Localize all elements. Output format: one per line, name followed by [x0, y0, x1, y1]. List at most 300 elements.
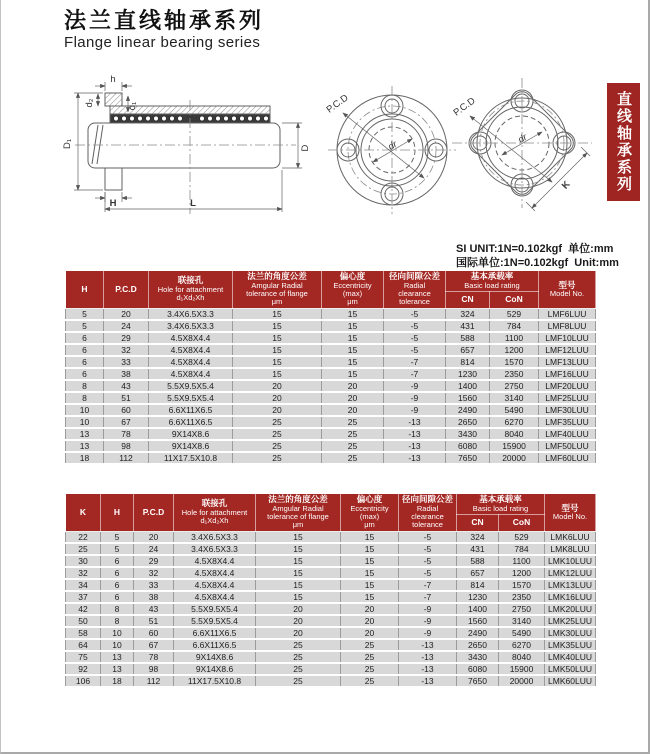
unit-note-line1: SI UNIT:1N=0.102kgf 单位:mm	[456, 243, 614, 255]
table-cell: 106	[66, 675, 101, 687]
table-cell: 5490	[499, 627, 545, 639]
dim-label-H: H	[109, 198, 117, 209]
table-cell: 25	[341, 651, 399, 663]
table-cell: 8	[101, 603, 134, 615]
table-cell: LMK25LUU	[545, 615, 596, 627]
round-flange-labels	[325, 92, 400, 152]
table-cell: 784	[490, 320, 539, 332]
table-cell: 324	[457, 531, 499, 543]
col-header-hole: 联接孔 Hole for attachment d₁Xd₂Xh	[174, 494, 256, 532]
table-cell: 3.4X6.5X3.3	[174, 543, 256, 555]
table-cell: 13	[101, 663, 134, 675]
table-cell: 6080	[446, 440, 490, 452]
table-cell: LMF30LUU	[539, 404, 596, 416]
table-cell: 2350	[490, 368, 539, 380]
table-cell: LMK40LUU	[545, 651, 596, 663]
table-cell: 3.4X6.5X3.3	[149, 320, 233, 332]
table-cell: 42	[66, 603, 101, 615]
table-cell: LMK13LUU	[545, 579, 596, 591]
table-cell: 20	[322, 404, 384, 416]
table-cell: LMK12LUU	[545, 567, 596, 579]
table-cell: LMF40LUU	[539, 428, 596, 440]
table-row	[66, 308, 596, 320]
table-cell: 1200	[499, 567, 545, 579]
table-row	[66, 555, 596, 567]
table-cell: 1570	[490, 356, 539, 368]
table-cell: 15	[256, 543, 341, 555]
table-cell: 431	[446, 320, 490, 332]
table-cell: 15	[322, 368, 384, 380]
table-cell: LMK35LUU	[545, 639, 596, 651]
table-row	[66, 440, 596, 452]
table-cell: 20	[322, 380, 384, 392]
table-cell: 20	[104, 308, 149, 320]
square-pcd-label: P.C.D	[451, 95, 478, 119]
table-cell: 3.4X6.5X3.3	[174, 531, 256, 543]
table-cell: 32	[134, 567, 174, 579]
series-side-tab: 直线轴承系列	[607, 83, 640, 201]
table-cell: 29	[134, 555, 174, 567]
table-cell: 20	[256, 627, 341, 639]
table-cell: -9	[399, 615, 457, 627]
table-cell: 4.5X8X4.4	[149, 332, 233, 344]
table-cell: 2490	[457, 627, 499, 639]
table-cell: -9	[399, 627, 457, 639]
table-cell: 20	[341, 627, 399, 639]
table-cell: 8	[101, 615, 134, 627]
table-cell: -9	[399, 603, 457, 615]
lmf-spec-table	[65, 270, 596, 465]
table-cell: 20000	[499, 675, 545, 687]
dim-label-d2: d₂	[84, 98, 95, 108]
table-cell: 64	[66, 639, 101, 651]
table-cell: 25	[256, 663, 341, 675]
table-cell: 5.5X9.5X5.4	[174, 615, 256, 627]
table-cell: 11X17.5X10.8	[149, 452, 233, 464]
table-cell: 5	[101, 531, 134, 543]
table-cell: 20	[134, 531, 174, 543]
table-cell: -5	[384, 308, 446, 320]
table-row	[66, 452, 596, 464]
table-cell: 20	[256, 603, 341, 615]
table-cell: LMF6LUU	[539, 308, 596, 320]
table-cell: 588	[446, 332, 490, 344]
table-cell: 13	[66, 440, 104, 452]
table-cell: 4.5X8X4.4	[149, 344, 233, 356]
col-header-con: CoN	[499, 514, 545, 531]
table-cell: 1570	[499, 579, 545, 591]
table-cell: 24	[104, 320, 149, 332]
table-cell: 30	[66, 555, 101, 567]
table-cell: -13	[384, 452, 446, 464]
table-cell: -9	[384, 392, 446, 404]
table-cell: 15	[256, 579, 341, 591]
table-cell: 1100	[499, 555, 545, 567]
table-cell: 5	[66, 308, 104, 320]
table-cell: -5	[399, 543, 457, 555]
table-cell: 6	[101, 579, 134, 591]
table-cell: 98	[104, 440, 149, 452]
table-cell: LMF50LUU	[539, 440, 596, 452]
table-cell: 25	[341, 675, 399, 687]
table-cell: 6	[101, 567, 134, 579]
table-cell: 25	[233, 452, 322, 464]
table-cell: -7	[399, 591, 457, 603]
table-cell: 784	[499, 543, 545, 555]
table-cell: 5	[66, 320, 104, 332]
table-cell: 15	[233, 332, 322, 344]
table-cell: 58	[66, 627, 101, 639]
table-cell: -13	[384, 440, 446, 452]
table-cell: LMK60LUU	[545, 675, 596, 687]
table-cell: -5	[384, 344, 446, 356]
table-cell: 2350	[499, 591, 545, 603]
table-cell: -7	[384, 356, 446, 368]
col-header-radial: 径向间隙公差 Radial clearance tolerance	[399, 494, 457, 532]
table-cell: 7650	[457, 675, 499, 687]
table-cell: 8	[66, 392, 104, 404]
table-cell: LMK16LUU	[545, 591, 596, 603]
table-cell: 529	[499, 531, 545, 543]
table-cell: 9X14X8.6	[174, 651, 256, 663]
table-cell: 25	[256, 639, 341, 651]
table-cell: 1200	[490, 344, 539, 356]
lmk-table-header	[66, 494, 596, 532]
table-cell: 18	[101, 675, 134, 687]
table-cell: LMK30LUU	[545, 627, 596, 639]
table-cell: 1400	[446, 380, 490, 392]
table-cell: 13	[101, 651, 134, 663]
table-cell: 25	[322, 440, 384, 452]
table-cell: -9	[384, 404, 446, 416]
table-cell: 324	[446, 308, 490, 320]
table-cell: 8	[66, 380, 104, 392]
col-header-radial: 径向间隙公差 Radial clearance tolerance	[384, 271, 446, 309]
table-cell: 657	[457, 567, 499, 579]
lmk-spec-table	[65, 493, 596, 688]
table-cell: LMF60LUU	[539, 452, 596, 464]
table-cell: 25	[233, 428, 322, 440]
table-cell: 2650	[446, 416, 490, 428]
table-cell: 814	[446, 356, 490, 368]
table-cell: 3140	[499, 615, 545, 627]
table-row	[66, 380, 596, 392]
table-cell: 98	[134, 663, 174, 675]
table-cell: 1100	[490, 332, 539, 344]
table-cell: 25	[233, 440, 322, 452]
table-cell: 67	[134, 639, 174, 651]
table-cell: 15	[341, 543, 399, 555]
col-header-pcd: P.C.D	[134, 494, 174, 532]
table-row	[66, 627, 596, 639]
table-cell: 9X14X8.6	[149, 428, 233, 440]
table-row	[66, 603, 596, 615]
table-cell: 32	[104, 344, 149, 356]
table-cell: 6	[66, 356, 104, 368]
table-cell: 20	[233, 392, 322, 404]
lmk-table-body	[66, 531, 596, 687]
table-row	[66, 615, 596, 627]
table-cell: 6	[66, 344, 104, 356]
table-cell: 75	[66, 651, 101, 663]
table-cell: 92	[66, 663, 101, 675]
table-cell: 4.5X8X4.4	[174, 579, 256, 591]
table-cell: 15	[322, 308, 384, 320]
table-cell: 8040	[490, 428, 539, 440]
table-row	[66, 591, 596, 603]
page-title	[64, 8, 264, 53]
table-cell: 15	[341, 555, 399, 567]
table-cell: 20000	[490, 452, 539, 464]
col-header-con: CoN	[490, 291, 539, 308]
table-cell: 25	[322, 428, 384, 440]
table-cell: 431	[457, 543, 499, 555]
section-view	[74, 82, 302, 214]
col-header-hole: 联接孔 Hole for attachment d₁Xd₂Xh	[149, 271, 233, 309]
table-row	[66, 392, 596, 404]
table-row	[66, 639, 596, 651]
table-cell: 43	[134, 603, 174, 615]
table-cell: 6270	[490, 416, 539, 428]
table-cell: 51	[104, 392, 149, 404]
table-cell: 112	[104, 452, 149, 464]
section-dimension-labels	[62, 74, 311, 209]
lmf-table-body	[66, 308, 596, 464]
table-cell: -13	[399, 651, 457, 663]
table-cell: 6	[66, 368, 104, 380]
round-dr-label: dr	[386, 138, 400, 153]
page-title-zh: 法兰直线轴承系列	[64, 8, 265, 33]
table-row	[66, 543, 596, 555]
table-cell: 25	[322, 416, 384, 428]
col-header-h: H	[101, 494, 134, 532]
table-cell: -13	[384, 428, 446, 440]
table-row	[66, 356, 596, 368]
table-cell: LMF10LUU	[539, 332, 596, 344]
col-header-cn: CN	[446, 291, 490, 308]
table-cell: 20	[322, 392, 384, 404]
table-cell: -5	[399, 531, 457, 543]
table-cell: 38	[104, 368, 149, 380]
table-cell: 10	[66, 416, 104, 428]
table-cell: 15900	[490, 440, 539, 452]
col-header-cn: CN	[457, 514, 499, 531]
table-cell: 529	[490, 308, 539, 320]
table-cell: LMF16LUU	[539, 368, 596, 380]
table-cell: 15	[322, 320, 384, 332]
table-cell: 25	[256, 651, 341, 663]
table-cell: 15	[233, 368, 322, 380]
table-cell: 6	[101, 591, 134, 603]
table-cell: 34	[66, 579, 101, 591]
table-cell: -7	[384, 368, 446, 380]
table-cell: 38	[134, 591, 174, 603]
table-cell: 2650	[457, 639, 499, 651]
table-cell: 3140	[490, 392, 539, 404]
table-cell: 6	[101, 555, 134, 567]
table-cell: 2750	[499, 603, 545, 615]
col-header-eccentricity: 偏心度 Eccentricity (max) μm	[341, 494, 399, 532]
table-cell: 1230	[446, 368, 490, 380]
table-cell: 33	[104, 356, 149, 368]
table-cell: 1560	[446, 392, 490, 404]
table-cell: 657	[446, 344, 490, 356]
table-cell: 7650	[446, 452, 490, 464]
table-cell: 20	[256, 615, 341, 627]
dim-label-h: h	[110, 74, 116, 85]
table-cell: 4.5X8X4.4	[174, 567, 256, 579]
table-cell: -5	[384, 332, 446, 344]
table-row	[66, 579, 596, 591]
table-cell: 3430	[446, 428, 490, 440]
lmf-table-header	[66, 271, 596, 309]
table-cell: 32	[66, 567, 101, 579]
table-cell: 29	[104, 332, 149, 344]
table-cell: 5490	[490, 404, 539, 416]
table-cell: -13	[384, 416, 446, 428]
table-row	[66, 344, 596, 356]
table-cell: 25	[322, 452, 384, 464]
table-cell: LMF12LUU	[539, 344, 596, 356]
table-row	[66, 663, 596, 675]
table-cell: LMK6LUU	[545, 531, 596, 543]
table-cell: 15	[256, 567, 341, 579]
table-cell: LMF35LUU	[539, 416, 596, 428]
table-cell: LMF20LUU	[539, 380, 596, 392]
col-header-angular: 法兰的角度公差 Amgular Radial tolerance of flange μm	[233, 271, 322, 309]
table-cell: LMF25LUU	[539, 392, 596, 404]
table-row	[66, 404, 596, 416]
table-cell: 78	[104, 428, 149, 440]
technical-drawings	[40, 56, 615, 238]
table-cell: 50	[66, 615, 101, 627]
table-cell: 1400	[457, 603, 499, 615]
table-cell: 5.5X9.5X5.4	[149, 392, 233, 404]
dim-label-L: L	[190, 198, 196, 209]
table-cell: 60	[134, 627, 174, 639]
table-cell: 9X14X8.6	[149, 440, 233, 452]
table-cell: 6.6X11X6.5	[174, 627, 256, 639]
table-cell: 15	[341, 591, 399, 603]
table-cell: 33	[134, 579, 174, 591]
table-cell: 5	[101, 543, 134, 555]
table-cell: 2490	[446, 404, 490, 416]
table-cell: 25	[256, 675, 341, 687]
table-cell: 15	[233, 320, 322, 332]
table-cell: 15	[322, 332, 384, 344]
table-cell: 22	[66, 531, 101, 543]
table-cell: 15	[322, 344, 384, 356]
table-cell: 3430	[457, 651, 499, 663]
table-cell: 20	[233, 404, 322, 416]
table-cell: 9X14X8.6	[174, 663, 256, 675]
table-cell: 15	[341, 567, 399, 579]
col-header-pcd: P.C.D	[104, 271, 149, 309]
table-cell: 15	[341, 531, 399, 543]
table-row	[66, 531, 596, 543]
table-cell: 51	[134, 615, 174, 627]
table-cell: 15	[256, 591, 341, 603]
table-cell: 15900	[499, 663, 545, 675]
table-cell: LMK8LUU	[545, 543, 596, 555]
col-header-model: 型号 Model No.	[539, 271, 596, 309]
table-cell: 15	[341, 579, 399, 591]
table-cell: 4.5X8X4.4	[174, 591, 256, 603]
table-cell: 11X17.5X10.8	[174, 675, 256, 687]
table-cell: LMK50LUU	[545, 663, 596, 675]
table-row	[66, 675, 596, 687]
table-cell: 112	[134, 675, 174, 687]
unit-note	[456, 242, 619, 270]
table-cell: LMF8LUU	[539, 320, 596, 332]
table-cell: 588	[457, 555, 499, 567]
table-cell: 78	[134, 651, 174, 663]
table-row	[66, 368, 596, 380]
dim-label-D: D	[300, 144, 311, 152]
table-cell: 25	[341, 663, 399, 675]
col-header-h: H	[66, 271, 104, 309]
table-cell: 5.5X9.5X5.4	[149, 380, 233, 392]
table-cell: 8040	[499, 651, 545, 663]
table-row	[66, 651, 596, 663]
table-cell: 6080	[457, 663, 499, 675]
table-cell: -13	[399, 675, 457, 687]
table-cell: 6.6X11X6.5	[149, 416, 233, 428]
table-cell: 3.4X6.5X3.3	[149, 308, 233, 320]
table-cell: 10	[66, 404, 104, 416]
col-header-model: 型号 Model No.	[545, 494, 596, 532]
table-cell: 25	[341, 639, 399, 651]
table-cell: 2750	[490, 380, 539, 392]
table-row	[66, 332, 596, 344]
table-cell: 1230	[457, 591, 499, 603]
table-row	[66, 428, 596, 440]
dim-label-d1: d₁	[127, 101, 138, 111]
round-pcd-label: P.C.D	[324, 92, 351, 116]
col-header-load: 基本承载率 Basic load rating	[446, 271, 539, 292]
table-cell: 15	[256, 555, 341, 567]
table-cell: 4.5X8X4.4	[149, 356, 233, 368]
table-cell: -13	[399, 663, 457, 675]
unit-note-line2: 国际单位:1N=0.102kgf Unit:mm	[456, 257, 619, 270]
table-cell: 20	[341, 615, 399, 627]
col-header-k: K	[66, 494, 101, 532]
table-cell: 18	[66, 452, 104, 464]
table-row	[66, 320, 596, 332]
table-cell: -13	[399, 639, 457, 651]
table-row	[66, 416, 596, 428]
table-cell: 20	[233, 380, 322, 392]
table-cell: 814	[457, 579, 499, 591]
square-dr-label: dr	[516, 131, 530, 146]
table-cell: 15	[256, 531, 341, 543]
table-cell: 10	[101, 639, 134, 651]
table-cell: 13	[66, 428, 104, 440]
table-cell: 6	[66, 332, 104, 344]
table-cell: LMK10LUU	[545, 555, 596, 567]
table-cell: LMK20LUU	[545, 603, 596, 615]
table-cell: 1560	[457, 615, 499, 627]
table-cell: 20	[341, 603, 399, 615]
table-cell: 43	[104, 380, 149, 392]
table-cell: -9	[384, 380, 446, 392]
table-cell: 15	[233, 308, 322, 320]
table-cell: 15	[233, 356, 322, 368]
table-cell: 37	[66, 591, 101, 603]
table-cell: LMF13LUU	[539, 356, 596, 368]
table-cell: 5.5X9.5X5.4	[174, 603, 256, 615]
table-cell: 24	[134, 543, 174, 555]
